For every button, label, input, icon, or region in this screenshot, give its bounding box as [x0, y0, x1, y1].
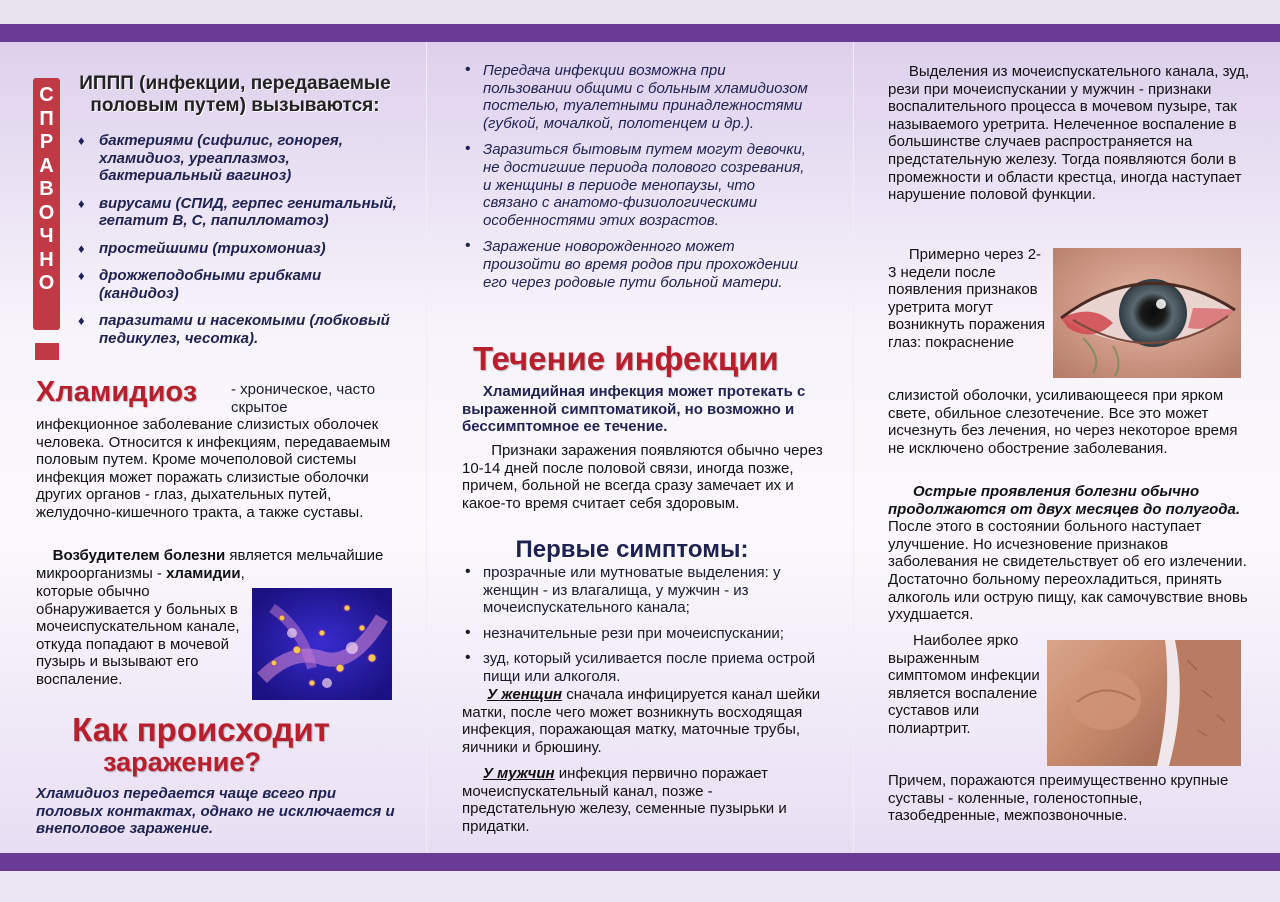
- agent-paragraph: [36, 547, 404, 582]
- sidebar-tab-letter: Н: [39, 248, 54, 271]
- acute-bold: Острые проявления болезни обычно продолжаются от двух месяцев до полугода.: [888, 483, 1241, 518]
- eyes-text: Примерно через 2-3 недели после появления признаков уретрита могут возникнуть поражения глаз: покраснение: [888, 246, 1046, 351]
- sidebar-tab-letter: О: [38, 272, 55, 294]
- sidebar-tab-marker: [35, 343, 59, 360]
- sidebar-tab-letter: В: [39, 178, 54, 200]
- sidebar-tab-letter: С: [39, 84, 54, 106]
- urethritis-paragraph: [888, 63, 1253, 204]
- eye-image: [1053, 248, 1241, 378]
- agent-end: ,: [240, 564, 245, 582]
- sidebar-tab-letter: А: [39, 154, 54, 177]
- chlamydia-title: Хламидиоз: [36, 376, 198, 408]
- acute-paragraph: [888, 483, 1253, 624]
- agent-bold: Возбудителем болезни: [52, 547, 226, 564]
- joints-paragraph: Причем, поражаются преимущественно крупные суставы - коленные, голеностопные, тазобедренные, межпозвоночные.: [888, 772, 1229, 825]
- eyes-paragraph: [888, 246, 1048, 352]
- bacteria-image: [252, 588, 392, 700]
- sidebar-tab-letter: О: [38, 201, 55, 224]
- women-label: У женщин: [487, 686, 563, 703]
- signs-paragraph: [462, 442, 827, 512]
- agent-rest: которые обычно обнаруживается у больных в мочеиспускательном канале, откуда попадают в мочевой пузырь и вызывают его воспаление.: [36, 583, 240, 688]
- sidebar-tab-letter: Ч: [39, 225, 54, 247]
- transmission-item: • Передача инфекции возможна при пользовании общими с больным хламидиозом постелью, туалетными принадлежностями (губкой, мочалкой, полотенцем и др.).: [462, 62, 812, 132]
- symptom-item: • зуд, который усиливается после приема острой пищи или алкоголя.: [462, 650, 827, 685]
- agent-bold2: хламидии: [166, 564, 241, 582]
- signs-text: Признаки заражения появляются обычно через 10-14 дней после половой связи, иногда позже, причем, больной не всегда сразу замечает их и какое-то время считает себя здоровым.: [462, 442, 823, 512]
- men-label: У мужчин: [482, 765, 555, 782]
- chlamydia-subtitle: - хроническое, часто скрытое: [231, 381, 376, 416]
- how-title-line1: Как происходит: [72, 711, 330, 748]
- top-strip: [0, 0, 1280, 24]
- sidebar-tab-letter: П: [39, 107, 54, 130]
- transmission-list: [462, 62, 812, 300]
- men-text: инфекция первично поражает мочеиспускательный канал, позже - предстательную железу, семенные пузырьки и придатки.: [462, 765, 787, 835]
- course-title: Течение инфекции: [473, 340, 779, 377]
- cause-item: ♦ паразитами и насекомыми (лобковый педикулез, чесотка).: [78, 312, 398, 347]
- arthritis-text: Наиболее ярко выраженным симптомом инфекции является воспаление суставов или полиартрит.: [888, 632, 1040, 737]
- arthritis-paragraph: [888, 632, 1043, 738]
- symptom-item: • незначительные рези при мочеиспускании;: [462, 625, 827, 643]
- eyes-continued: слизистой оболочки, усиливающееся при ярком свете, обильное слезотечение. Все это может исчезнуть без лечения, но через некоторое время не исключено обострение заболевания.: [888, 387, 1238, 457]
- acute-rest: После этого в состоянии больного наступает улучшение. Но исчезновение признаков заболевания не свидетельствует об его излечении. Достаточно больному переохладиться, принять алкоголь или острую пищу, как самочувствие вновь ухудшается.: [888, 518, 1248, 624]
- sidebar-tab-letter: Р: [39, 131, 54, 153]
- agent-mid: является мельчайшие микроорганизмы -: [36, 547, 384, 582]
- transmission-item: • Заразиться бытовым путем могут девочки, не достигшие периода полового созревания, и женщины в периоде менопаузы, что связано с анатомо-физиологическими особенностями этих возрастов.: [462, 141, 812, 229]
- transmission-item: • Заражение новорожденного может произойти во время родов при прохождении его через родовые пути больной матери.: [462, 238, 812, 291]
- symptom-item: • прозрачные или мутноватые выделения: у женщин - из влагалища, у мужчин - из мочеиспускательного канала;: [462, 564, 827, 617]
- chlamydia-description: инфекционное заболевание слизистых оболочек человека. Относится к инфекциям, передаваемым половым путем. Кроме мочеполовой системы инфекция может поражать слизистые оболочки других органов - глаз, дыхательных путей, желудочно-кишечного тракта, а также суставы.: [36, 416, 391, 521]
- women-paragraph: [462, 686, 827, 756]
- first-symptoms-title: Первые симптомы:: [515, 536, 749, 563]
- how-text: Хламидиоз передается чаще всего при половых контактах, однако не исключается и внеполовое заражение.: [36, 785, 395, 838]
- cause-item: ♦ дрожжеподобными грибками (кандидоз): [78, 267, 398, 302]
- women-text: сначала инфицируется канал шейки матки, после чего может возникнуть восходящая инфекция, поражающая матку, маточные трубы, яичники и брюшину.: [462, 686, 821, 756]
- bottom-band: [0, 853, 1280, 871]
- knee-image: [1047, 640, 1241, 766]
- urethritis-text: Выделения из мочеиспускательного канала, зуд, рези при мочеиспускании у мужчин - признаки воспалительного процесса в мочевом пузыре, так называемого уретрита. Нелеченное воспаление в большинстве случаев распространяется на предстательную железу. Тогда появляются боли в промежности и области крестца, иногда наступает нарушение половой функции.: [888, 63, 1250, 204]
- how-title-line2: заражение?: [103, 747, 261, 777]
- sidebar-tab-label: [33, 84, 60, 296]
- top-band: [0, 24, 1280, 42]
- symptoms-list: [462, 564, 827, 694]
- course-bold-text: Хламидийная инфекция может протекать с выраженной симптоматикой, но возможно и бессимптомное ее течение.: [462, 383, 806, 436]
- cause-item: ♦ вирусами (СПИД, герпес генитальный, гепатит В, С, папилломатоз): [78, 195, 398, 230]
- causes-list: [78, 132, 398, 357]
- men-paragraph: [462, 765, 827, 835]
- ippp-heading: ИППП (инфекции, передаваемые половым путем) вызываются:: [79, 73, 391, 116]
- cause-item: ♦ простейшими (трихомониаз): [78, 240, 398, 258]
- course-bold: [462, 383, 827, 436]
- cause-item: ♦ бактериями (сифилис, гонорея, хламидиоз, уреаплазмоз, бактериальный вагиноз): [78, 132, 398, 185]
- bottom-strip: [0, 871, 1280, 902]
- sidebar-tab: [33, 78, 60, 330]
